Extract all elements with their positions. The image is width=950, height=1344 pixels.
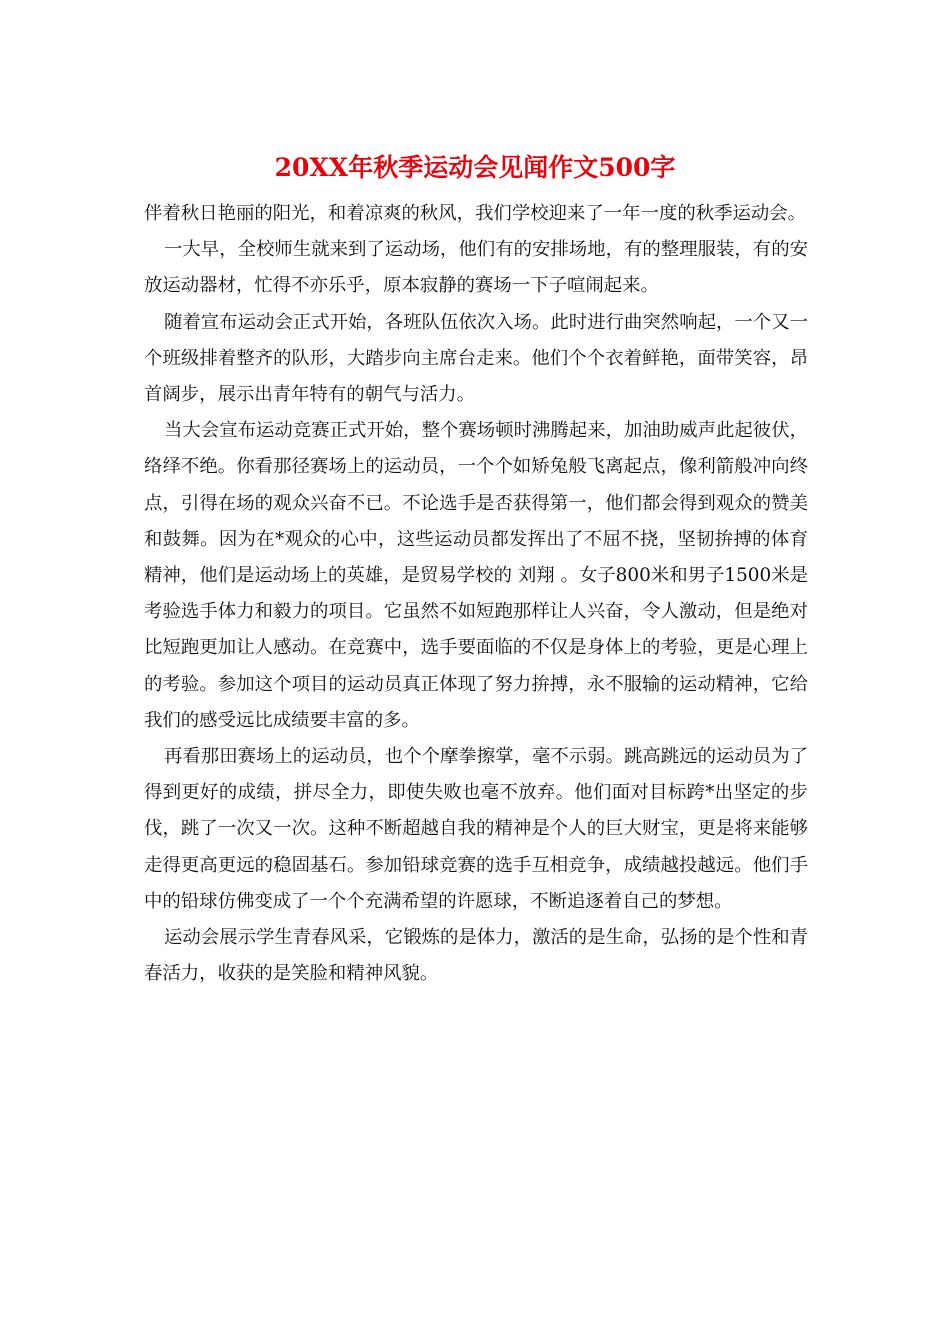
- paragraph-5: 再看那田赛场上的运动员，也个个摩拳擦掌，毫不示弱。跳高跳远的运动员为了得到更好的成绩，拼尽全力，即使失败也毫不放弃。他们面对目标跨*出坚定的步伐，跳了一次又一次。这种不断超越自我的精神是个人的巨大财宝，更是将来能够走得更高更远的稳固基石。参加铅球竞赛的选手互相竞争，成绩越投越远。他们手中的铅球仿佛变成了一个个充满希望的许愿球，不断追逐着自己的梦想。: [144, 746, 808, 912]
- paragraph-6: 运动会展示学生青春风采，它锻炼的是体力，激活的是生命，弘扬的是个性和青春活力，收获的是笑脸和精神风貌。: [144, 927, 808, 985]
- paragraph-4: 当大会宣布运动竞赛正式开始，整个赛场顿时沸腾起来，加油助威声此起彼伏，络绎不绝。你看那径赛场上的运动员，一个个如矫兔般飞离起点，像利箭般冲向终点，引得在场的观众兴奋不已。不论选手是否获得第一，他们都会得到观众的赞美和鼓舞。因为在*观众的心中，这些运动员都发挥出了不屈不挠，坚韧拚搏的体育精神，他们是运动场上的英雄，是贸易学校的 刘翔 。女子800米和男子1500米是考验选手体力和毅力的项目。它虽然不如短跑那样让人兴奋，令人激动，但是绝对比短跑更加让人感动。在竞赛中，选手要面临的不仅是身体上的考验，更是心理上的考验。参加这个项目的运动员真正体现了努力拚搏，永不服输的运动精神，它给我们的感受远比成绩要丰富的多。: [144, 420, 808, 731]
- document-title: 20XX年秋季运动会见闻作文500字: [274, 153, 676, 182]
- paragraph-3: 随着宣布运动会正式开始，各班队伍依次入场。此时进行曲突然响起，一个又一个班级排着整齐的队形，大踏步向主席台走来。他们个个衣着鲜艳，面带笑容，昂首阔步，展示出青年特有的朝气与活力。: [144, 311, 808, 406]
- document-body: [144, 196, 808, 992]
- paragraph-2: 一大早，全校师生就来到了运动场，他们有的安排场地，有的整理服装，有的安放运动器材，忙得不亦乐乎，原本寂静的赛场一下子喧闹起来。: [144, 239, 808, 297]
- paragraph-1: 伴着秋日艳丽的阳光，和着凉爽的秋风，我们学校迎来了一年一度的秋季运动会。: [144, 203, 807, 224]
